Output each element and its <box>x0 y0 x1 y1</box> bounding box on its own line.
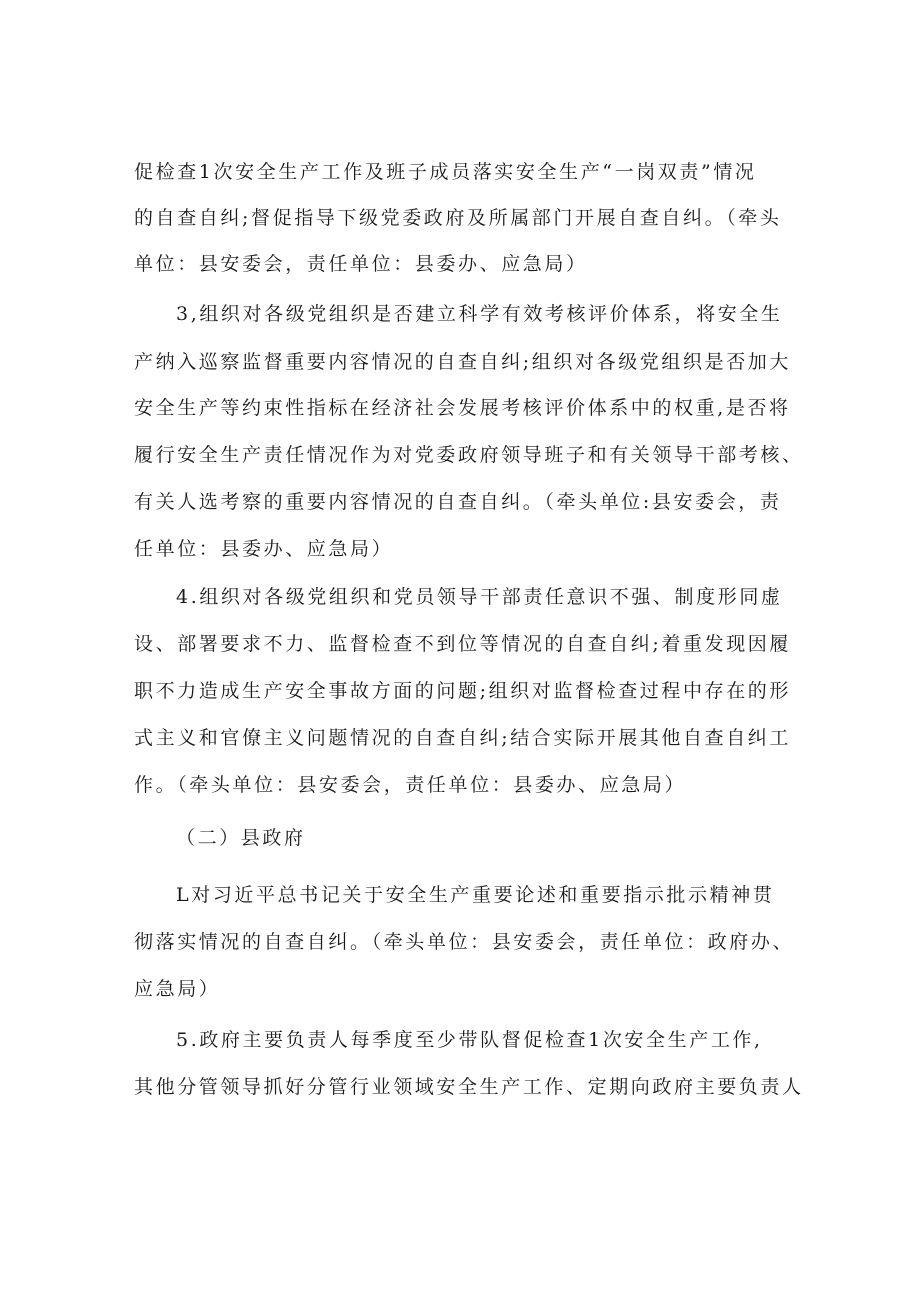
text-line: 4.组织对各级党组织和党员领导干部责任意识不强、制度形同虚 <box>176 586 783 608</box>
text-line: 设、部署要求不力、监督检查不到位等情况的自查自纠;着重发现因履 <box>134 633 792 655</box>
text-line: 应急局） <box>134 978 221 1000</box>
text-line: 有关人选考察的重要内容情况的自查自纠。（牵头单位:县安委会，责 <box>134 491 782 513</box>
text-line: 履行安全生产责任情况作为对党委政府领导班子和有关领导干部考核、 <box>134 444 804 466</box>
text-line: 其他分管领导抓好分管行业领域安全生产工作、定期向政府主要负责人 <box>134 1076 804 1098</box>
text-line: L对习近平总书记关于安全生产重要论述和重要指示批示精神贯 <box>176 884 775 906</box>
text-line: 安全生产等约束性指标在经济社会发展考核评价体系中的权重,是否将 <box>134 397 791 419</box>
text-line: 职不力造成生产安全事故方面的问题;组织对监督检查过程中存在的形 <box>134 680 792 702</box>
section-heading: （二）县政府 <box>176 827 306 849</box>
text-line: 单位：县安委会，责任单位：县委办、应急局） <box>134 253 588 275</box>
text-line: 的自查自纠;督促指导下级党委政府及所属部门开展自查自纠。（牵头 <box>134 207 782 229</box>
text-line: 式主义和官僚主义问题情况的自查自纠;结合实际开展其他自查自纠工 <box>134 727 792 749</box>
text-line: 作。（牵头单位：县安委会，责任单位：县委办、应急局） <box>134 774 687 796</box>
text-line: 任单位：县委办、应急局） <box>134 538 394 560</box>
text-line: 促检查1次安全生产工作及班子成员落实安全生产“一岗双责”情况 <box>134 161 757 183</box>
text-line: 彻落实情况的自查自纠。（牵头单位：县安委会，责任单位：政府办、 <box>134 931 795 953</box>
text-line: 5.政府主要负责人每季度至少带队督促检查1次安全生产工作, <box>176 1029 763 1051</box>
text-line: 3,组织对各级党组织是否建立科学有效考核评价体系，将安全生 <box>176 303 783 325</box>
text-line: 产纳入巡察监督重要内容情况的自查自纠;组织对各级党组织是否加大 <box>134 351 792 373</box>
